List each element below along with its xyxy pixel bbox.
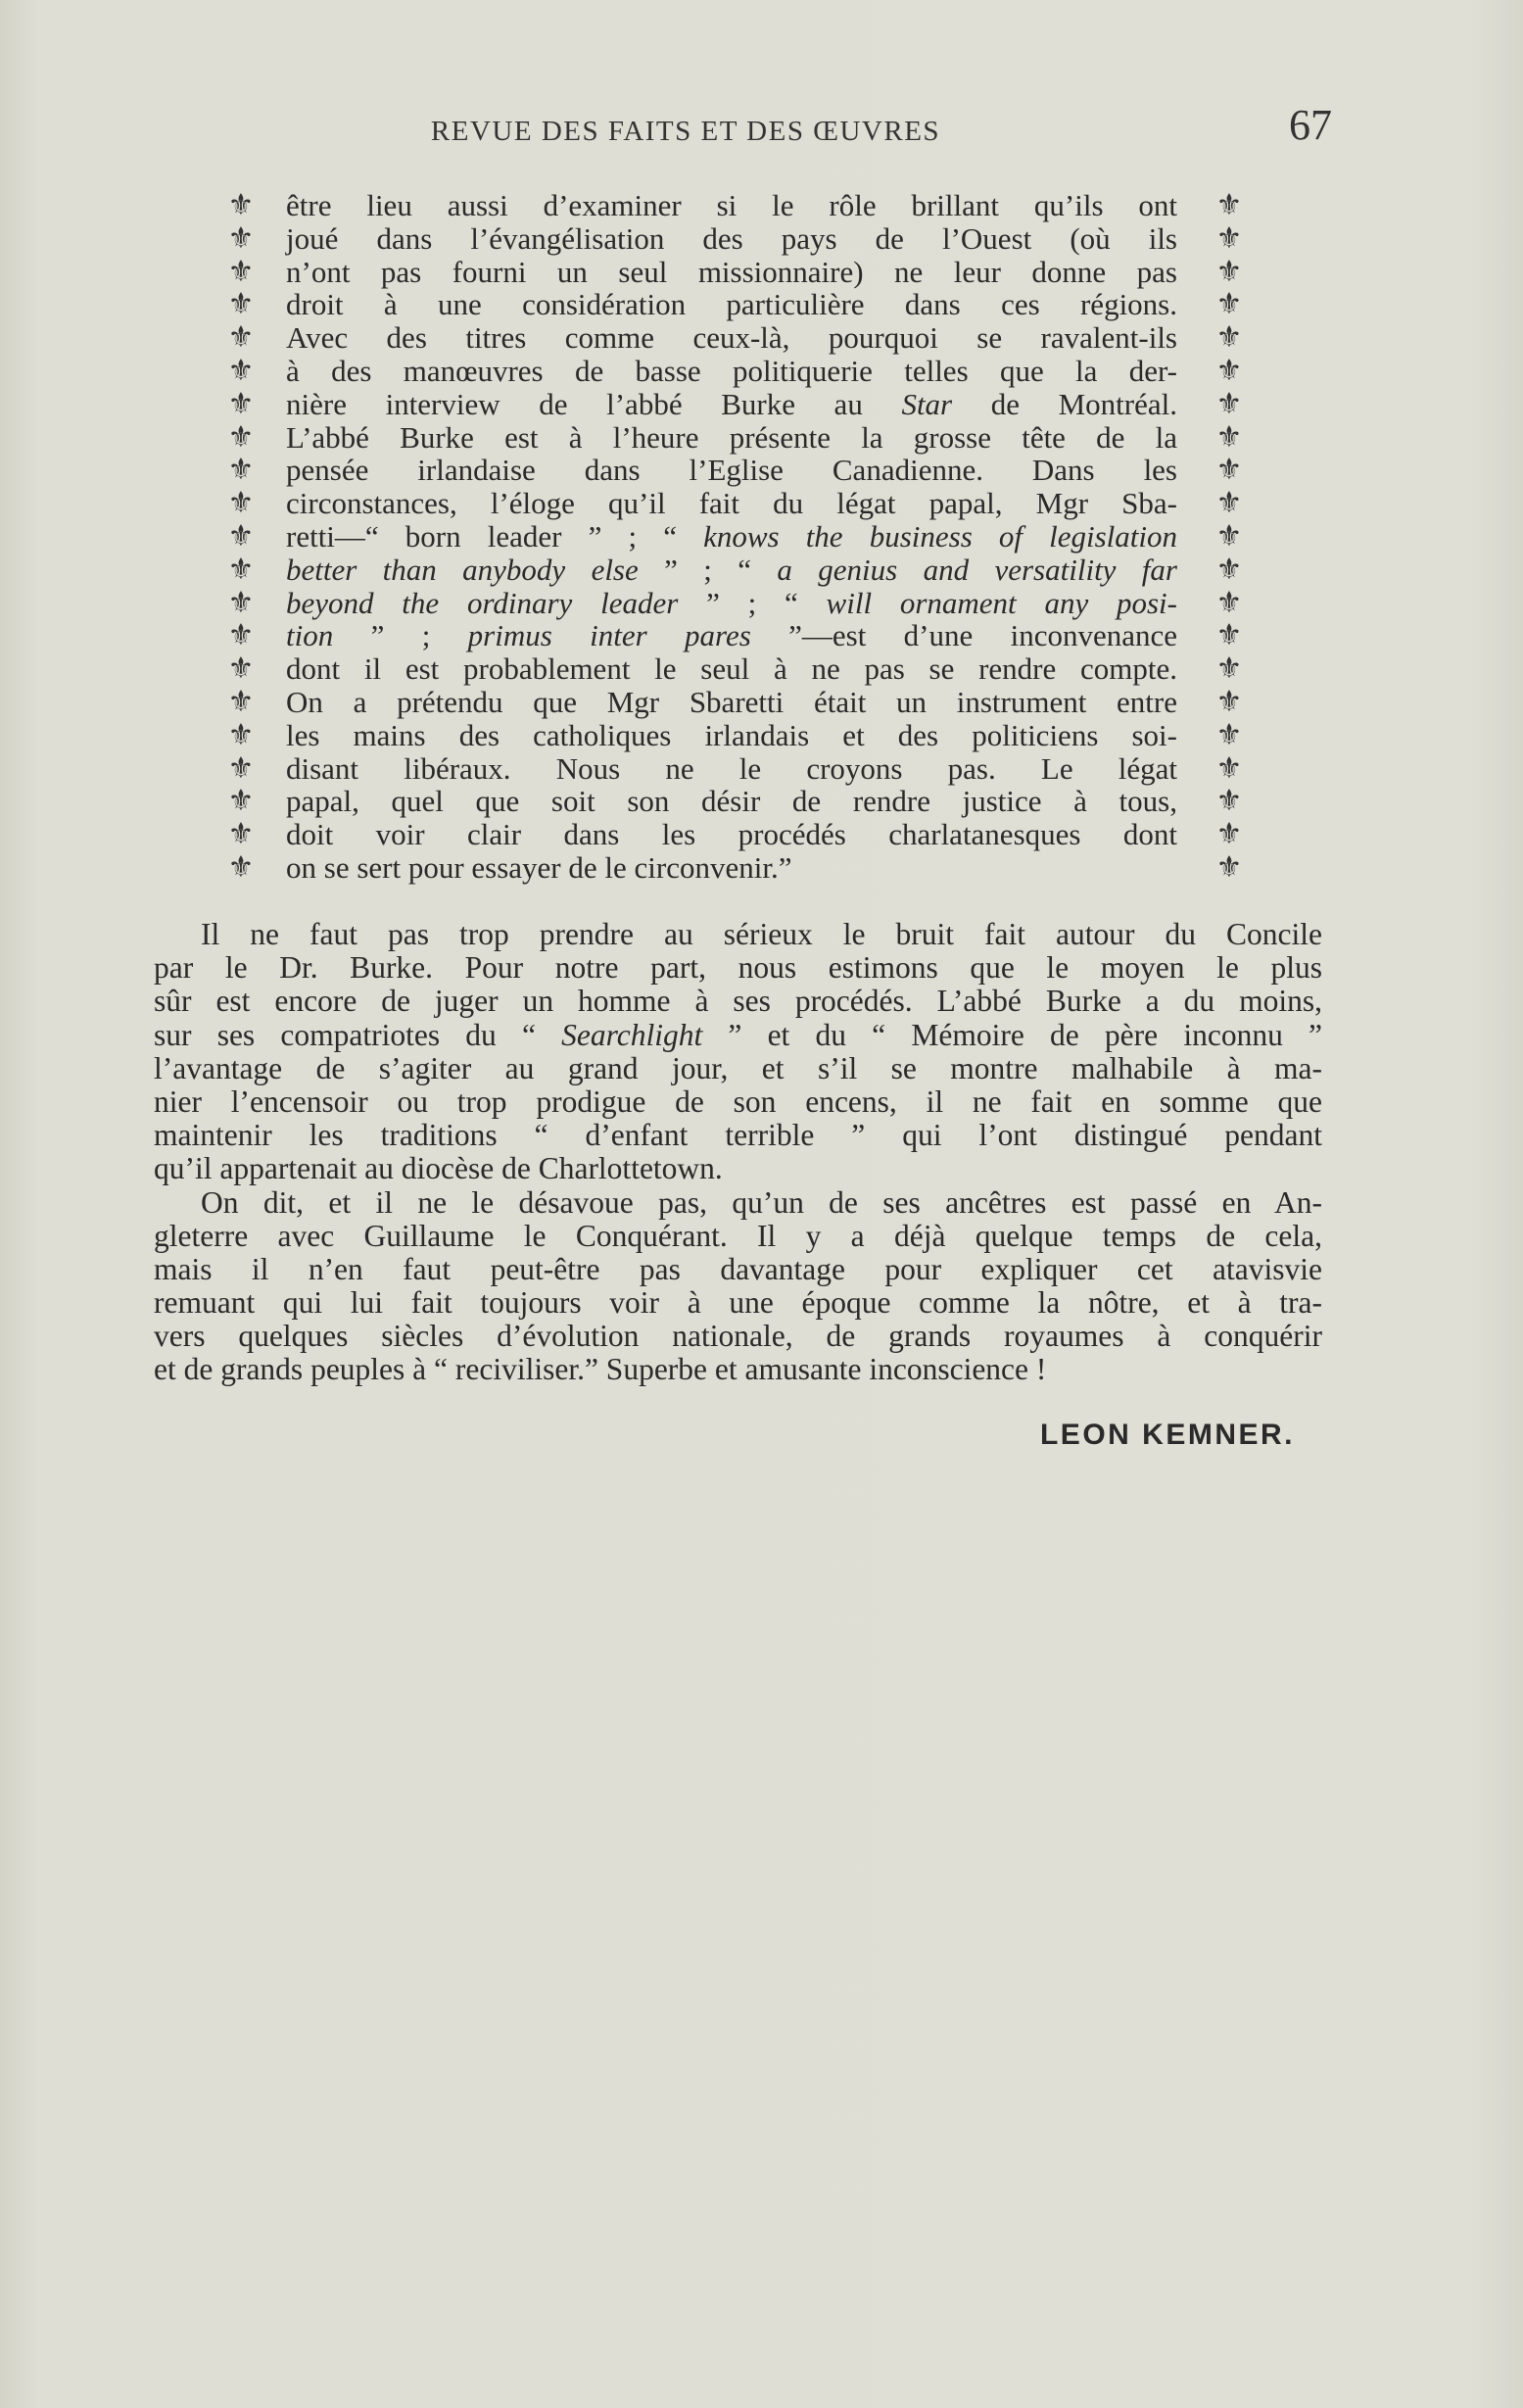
fleur-de-lis-icon: ⚜ [227, 586, 255, 619]
body-line: par le Dr. Burke. Pour notre part, nous estimons que le moyen le plus [154, 950, 1322, 986]
quote-line: être lieu aussi d’examiner si le rôle brillant qu’ils ont [286, 188, 1177, 222]
body-line: sur ses compatriotes du “ Searchlight ” et du “ Mémoire de père inconnu ” [154, 1017, 1322, 1052]
fleur-de-lis-icon: ⚜ [1215, 354, 1243, 387]
body-line: On dit, et il ne le désavoue pas, qu’un de ses ancêtres est passé en An- [201, 1184, 1322, 1220]
quote-line: nière interview de l’abbé Burke au Star de Montréal. [286, 386, 1177, 421]
fleur-de-lis-icon: ⚜ [1215, 785, 1243, 818]
fleur-de-lis-icon: ⚜ [1215, 487, 1243, 520]
fleur-de-lis-icon: ⚜ [227, 718, 255, 751]
author-signature: LEON KEMNER. [1039, 1419, 1295, 1451]
fleur-de-lis-icon: ⚜ [227, 751, 255, 785]
running-head [157, 101, 1332, 155]
fleur-de-lis-icon: ⚜ [227, 454, 255, 487]
fleur-de-lis-icon: ⚜ [1215, 387, 1243, 420]
fleur-de-lis-icon: ⚜ [1215, 850, 1243, 884]
quote-line: les mains des catholiques irlandais et des politiciens soi- [286, 717, 1177, 752]
quote-line: retti—“ born leader ” ; “ knows the business of legislation [286, 518, 1177, 554]
fleur-de-lis-icon: ⚜ [1215, 454, 1243, 487]
fleur-de-lis-icon: ⚜ [1215, 221, 1243, 255]
right-ornament-column [1210, 189, 1249, 885]
fleur-de-lis-icon: ⚜ [227, 321, 255, 355]
body-line: remuant qui lui fait toujours voir à une époque comme la nôtre, et à tra- [154, 1285, 1322, 1321]
fleur-de-lis-icon: ⚜ [1215, 751, 1243, 785]
fleur-de-lis-icon: ⚜ [227, 652, 255, 686]
quote-line: droit à une considération particulière dans ces régions. [286, 287, 1177, 322]
fleur-de-lis-icon: ⚜ [1215, 519, 1243, 553]
fleur-de-lis-icon: ⚜ [227, 619, 255, 652]
quoted-passage [286, 189, 1177, 885]
quote-line: papal, quel que soit son désir de rendre justice à tous, [286, 784, 1177, 819]
fleur-de-lis-icon: ⚜ [227, 685, 255, 718]
fleur-de-lis-icon: ⚜ [1215, 685, 1243, 718]
body-line: l’avantage de s’agiter au grand jour, et s’il se montre malhabile à ma- [154, 1050, 1322, 1085]
fleur-de-lis-icon: ⚜ [1215, 818, 1243, 851]
quote-line: Avec des titres comme ceux-là, pourquoi se ravalent-ils [286, 320, 1177, 356]
running-title: REVUE DES FAITS ET DES ŒUVRES [430, 116, 941, 147]
fleur-de-lis-icon: ⚜ [227, 354, 255, 387]
fleur-de-lis-icon: ⚜ [227, 818, 255, 851]
fleur-de-lis-icon: ⚜ [227, 288, 255, 321]
quote-line: n’ont pas fourni un seul missionnaire) ne leur donne pas [286, 254, 1177, 289]
body-line: Il ne faut pas trop prendre au sérieux le bruit fait autour du Concile [201, 917, 1322, 951]
body-line: nier l’encensoir ou trop prodigue de son encens, il ne fait en somme que [154, 1084, 1322, 1119]
body-line: gleterre avec Guillaume le Conquérant. Il y a déjà quelque temps de cela, [154, 1218, 1322, 1253]
quote-line: pensée irlandaise dans l’Eglise Canadienne. Dans les [286, 453, 1177, 488]
fleur-de-lis-icon: ⚜ [1215, 718, 1243, 751]
fleur-de-lis-icon: ⚜ [1215, 321, 1243, 355]
quote-line: dont il est probablement le seul à ne pas se rendre compte. [286, 651, 1177, 687]
fleur-de-lis-icon: ⚜ [227, 387, 255, 420]
body-text [154, 918, 1322, 1387]
body-line: et de grands peuples à “ reciviliser.” Superbe et amusante inconscience ! [154, 1352, 1047, 1387]
body-line: maintenir les traditions “ d’enfant terrible ” qui l’ont distingué pendant [154, 1118, 1322, 1153]
quote-line: beyond the ordinary leader ” ; “ will ornament any posi- [286, 585, 1177, 620]
quote-line: joué dans l’évangélisation des pays de l’Ouest (où ils [286, 220, 1177, 256]
fleur-de-lis-icon: ⚜ [227, 255, 255, 288]
fleur-de-lis-icon: ⚜ [1215, 652, 1243, 686]
quote-line: better than anybody else ” ; “ a genius and versatility far [286, 552, 1177, 587]
quote-line: circonstances, l’éloge qu’il fait du légat papal, Mgr Sba- [286, 486, 1177, 521]
body-line: vers quelques siècles d’évolution nationale, de grands royaumes à conquérir [154, 1319, 1322, 1354]
fleur-de-lis-icon: ⚜ [227, 850, 255, 884]
body-line: sûr est encore de juger un homme à ses procédés. L’abbé Burke a du moins, [154, 984, 1322, 1019]
page-number: 67 [1289, 101, 1332, 149]
fleur-de-lis-icon: ⚜ [227, 553, 255, 586]
quote-line: disant libéraux. Nous ne le croyons pas. Le légat [286, 750, 1177, 786]
fleur-de-lis-icon: ⚜ [1215, 553, 1243, 586]
quote-line: L’abbé Burke est à l’heure présente la grosse tête de la [286, 419, 1177, 455]
quote-line: à des manœuvres de basse politiquerie telles que la der- [286, 353, 1177, 388]
fleur-de-lis-icon: ⚜ [227, 519, 255, 553]
body-line: qu’il appartenait au diocèse de Charlottetown. [154, 1151, 723, 1186]
body-line: mais il n’en faut peut-être pas davantage pour expliquer cet atavisvie [154, 1251, 1322, 1286]
quote-line: doit voir clair dans les procédés charlatanesques dont [286, 817, 1177, 852]
fleur-de-lis-icon: ⚜ [1215, 189, 1243, 221]
fleur-de-lis-icon: ⚜ [1215, 586, 1243, 619]
fleur-de-lis-icon: ⚜ [227, 487, 255, 520]
fleur-de-lis-icon: ⚜ [227, 420, 255, 454]
quote-line: On a prétendu que Mgr Sbaretti était un instrument entre [286, 684, 1177, 719]
fleur-de-lis-icon: ⚜ [1215, 288, 1243, 321]
fleur-de-lis-icon: ⚜ [227, 221, 255, 255]
quote-line: tion ” ; primus inter pares ”—est d’une inconvenance [286, 618, 1177, 653]
fleur-de-lis-icon: ⚜ [1215, 255, 1243, 288]
fleur-de-lis-icon: ⚜ [227, 189, 255, 221]
quote-line: on se sert pour essayer de le circonvenir.” [286, 849, 792, 885]
fleur-de-lis-icon: ⚜ [1215, 420, 1243, 454]
fleur-de-lis-icon: ⚜ [1215, 619, 1243, 652]
left-ornament-column [221, 189, 261, 885]
fleur-de-lis-icon: ⚜ [227, 785, 255, 818]
